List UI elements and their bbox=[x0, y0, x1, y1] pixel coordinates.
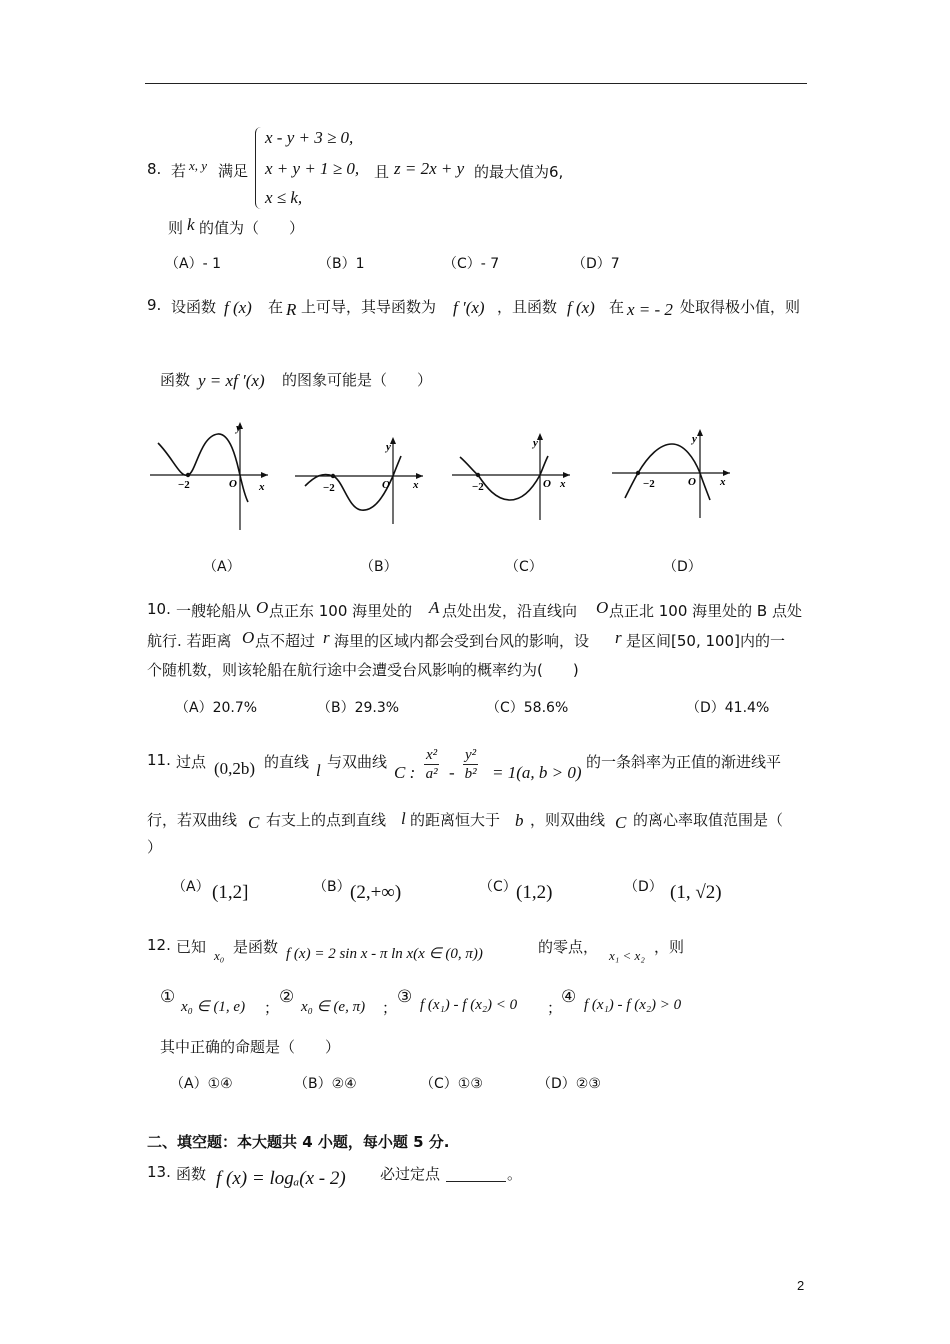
q11-eq: = 1(a, b > 0) bbox=[492, 763, 582, 782]
q11-t7: 的距离恒大于 bbox=[410, 811, 501, 829]
q12-t2: 是函数 bbox=[233, 938, 279, 956]
header-rule bbox=[145, 83, 807, 84]
graph-d-tick: −2 bbox=[643, 478, 655, 490]
q11-option-a-value: (1,2] bbox=[212, 882, 249, 903]
q12-stmt-2-mark: ② bbox=[279, 987, 295, 1007]
q11-option-b-value: (2,+∞) bbox=[350, 882, 402, 903]
q9-t6: 处取得极小值，则 bbox=[680, 298, 801, 316]
q12-x0: x₀ bbox=[214, 948, 225, 963]
q11-l-2: l bbox=[401, 809, 406, 828]
q9-number: 9. bbox=[147, 296, 162, 314]
q12-stmt-2: x₀ ∈ (e, π) bbox=[301, 999, 366, 1015]
graph-a-tick: −2 bbox=[178, 479, 190, 491]
q11-t6: 右支上的点到直线 bbox=[266, 811, 387, 829]
q9-t8: 的图象可能是（ ） bbox=[282, 371, 433, 389]
graph-d-x-label: x bbox=[720, 476, 726, 488]
q12-option-d: （D）②③ bbox=[537, 1076, 601, 1092]
q12-stmt-3-mark: ③ bbox=[397, 987, 413, 1007]
graph-c-y-label: y bbox=[533, 437, 538, 449]
q11-t8: ，则双曲线 bbox=[530, 811, 606, 829]
q10-line2d: 是区间[50, 100]内的一 bbox=[626, 632, 785, 650]
q8-option-b: （B）1 bbox=[318, 256, 365, 272]
graph-d-origin: O bbox=[688, 476, 696, 488]
q10-line1d: 点正北 100 海里处的 B 点处 bbox=[609, 602, 802, 620]
q12-stmt-4: f (x₁) - f (x₂) > 0 bbox=[584, 997, 682, 1013]
graph-a-x-label: x bbox=[259, 481, 265, 493]
q10-line2b: 点不超过 bbox=[255, 632, 316, 650]
graph-c-label: （C） bbox=[505, 559, 543, 575]
q12-stmt-3: f (x₁) - f (x₂) < 0 bbox=[420, 997, 518, 1013]
q10-O-3: O bbox=[242, 628, 255, 647]
q11-point: (0,2b) bbox=[214, 759, 256, 778]
graph-c-origin: O bbox=[543, 478, 551, 490]
q8-max-text: 的最大值为6, bbox=[474, 163, 564, 181]
q8-manzu: 满足 bbox=[218, 162, 249, 180]
q13-number: 13. bbox=[147, 1163, 171, 1181]
q11-minus: - bbox=[449, 763, 455, 782]
graph-a-y-label: y bbox=[236, 422, 241, 434]
q12-sep-1: ； bbox=[264, 999, 280, 1017]
q12-t1: 已知 bbox=[176, 938, 207, 956]
q9-fprime: f ′(x) bbox=[453, 298, 485, 317]
q11-fraction-x bbox=[422, 746, 441, 783]
q9-graph-b bbox=[293, 436, 428, 528]
q10-line1a: 一艘轮船从 bbox=[176, 602, 252, 620]
q10-O-2: O bbox=[596, 598, 609, 617]
q9-t4: ，且函数 bbox=[497, 298, 558, 316]
q8-constraint-3: x ≤ k, bbox=[265, 188, 303, 207]
q11-b: b bbox=[515, 811, 524, 830]
q11-t5: 行，若双曲线 bbox=[147, 811, 238, 829]
q10-option-c: （C）58.6% bbox=[486, 700, 569, 716]
section-2-heading: 二、填空题：本大题共 4 小题，每小题 5 分. bbox=[147, 1133, 450, 1151]
page-number: 2 bbox=[797, 1278, 805, 1293]
q8-line2: 则 bbox=[168, 219, 184, 237]
q11-option-d-label: （D） bbox=[624, 879, 663, 895]
q11-C-3: C bbox=[615, 813, 627, 832]
q8-number: 8. bbox=[147, 160, 162, 178]
q12-inequality: x₁ < x₂ bbox=[609, 948, 645, 963]
q12-option-a: （A）①④ bbox=[170, 1076, 233, 1092]
q13-t2: 必过定点 bbox=[380, 1165, 441, 1183]
q11-t1: 过点 bbox=[176, 753, 207, 771]
q11-t3: 与双曲线 bbox=[327, 753, 388, 771]
q8-brace bbox=[255, 127, 262, 209]
q10-number: 10. bbox=[147, 600, 171, 618]
q10-line2c: 海里的区域内都会受到台风的影响，设 bbox=[334, 632, 590, 650]
q11-option-c-label: （C） bbox=[479, 879, 517, 895]
q12-stmt-1: x₀ ∈ (1, e) bbox=[181, 999, 246, 1015]
q12-option-c: （C）①③ bbox=[420, 1076, 483, 1092]
q9-t1: 设函数 bbox=[171, 298, 217, 316]
graph-b-x-label: x bbox=[413, 479, 419, 491]
q8-vars: x, y bbox=[189, 158, 208, 173]
q10-line1c: 点处出发，沿直线向 bbox=[442, 602, 578, 620]
q12-function: f (x) = 2 sin x - π ln x(x ∈ (0, π)) bbox=[286, 946, 483, 962]
q11-option-c-value: (1,2) bbox=[516, 882, 553, 903]
q10-option-b: （B）29.3% bbox=[317, 700, 400, 716]
q8-constraint-1: x - y + 3 ≥ 0, bbox=[265, 128, 354, 147]
graph-c-x-label: x bbox=[560, 478, 566, 490]
q9-f1: f (x) bbox=[224, 298, 252, 317]
q11-option-a-label: （A） bbox=[172, 879, 210, 895]
q8-qie: 且 bbox=[374, 163, 390, 181]
graph-c-tick: −2 bbox=[472, 481, 484, 493]
q12-option-b: （B）②④ bbox=[294, 1076, 357, 1092]
q8-ruo: 若 bbox=[171, 162, 187, 180]
q8-option-a: （A）- 1 bbox=[165, 256, 221, 272]
q13-t3: 。 bbox=[507, 1165, 523, 1183]
q9-t3: 上可导，其导函数为 bbox=[301, 298, 437, 316]
q12-sep-2: ； bbox=[382, 999, 398, 1017]
q12-t5: 其中正确的命题是（ ） bbox=[160, 1038, 341, 1056]
q11-t9: 的离心率取值范围是（ bbox=[633, 811, 784, 829]
q9-R: R bbox=[286, 300, 297, 319]
q8-constraint-2: x + y + 1 ≥ 0, bbox=[265, 159, 360, 178]
q8-line2b: 的值为（ ） bbox=[199, 219, 305, 237]
q9-t2: 在 bbox=[268, 298, 284, 316]
q12-t3: 的零点， bbox=[538, 938, 599, 956]
q9-graph-a bbox=[148, 418, 273, 533]
q10-A: A bbox=[429, 598, 440, 617]
q11-t2: 的直线 bbox=[264, 753, 310, 771]
q11-C-1: C : bbox=[394, 763, 416, 782]
q10-line1b: 点正东 100 海里处的 bbox=[269, 602, 413, 620]
q10-option-d: （D）41.4% bbox=[686, 700, 770, 716]
graph-a-origin: O bbox=[229, 478, 237, 490]
q9-t5: 在 bbox=[609, 298, 625, 316]
q10-O-1: O bbox=[256, 598, 269, 617]
q10-r-1: r bbox=[323, 628, 330, 647]
q13-expression: f (x) = logₐ(x - 2) bbox=[216, 1168, 346, 1189]
graph-b-origin: O bbox=[382, 479, 390, 491]
q8-objective: z = 2x + y bbox=[394, 159, 465, 178]
q10-option-a: （A）20.7% bbox=[175, 700, 258, 716]
graph-d-label: （D） bbox=[663, 559, 702, 575]
q12-sep-3: ； bbox=[547, 999, 563, 1017]
q8-k: k bbox=[187, 215, 195, 234]
q8-option-d: （D）7 bbox=[572, 256, 620, 272]
graph-b-tick: −2 bbox=[323, 482, 335, 494]
q8-option-c: （C）- 7 bbox=[443, 256, 500, 272]
q11-t10: ） bbox=[147, 838, 163, 856]
q10-line2a: 航行. 若距离 bbox=[147, 632, 232, 650]
q9-xeq: x = - 2 bbox=[627, 300, 673, 319]
q9-graph-c bbox=[450, 432, 575, 524]
q11-option-b-label: （B） bbox=[313, 879, 351, 895]
q11-fraction-y bbox=[461, 746, 480, 783]
q11-y2: y² bbox=[465, 747, 477, 763]
q12-number: 12. bbox=[147, 936, 171, 954]
q12-t4: ，则 bbox=[654, 938, 685, 956]
graph-b-label: （B） bbox=[360, 559, 398, 575]
q11-b2: b² bbox=[464, 766, 477, 782]
q11-t4: 的一条斜率为正值的渐进线平 bbox=[586, 753, 782, 771]
q12-stmt-4-mark: ④ bbox=[561, 987, 577, 1007]
q10-r-2: r bbox=[615, 628, 622, 647]
q11-option-d-value: (1, √2) bbox=[670, 882, 722, 903]
q11-a2: a² bbox=[425, 766, 438, 782]
q13-t1: 函数 bbox=[176, 1165, 207, 1183]
q9-graph-d bbox=[610, 428, 735, 520]
q11-number: 11. bbox=[147, 751, 171, 769]
q13-blank bbox=[446, 1167, 506, 1182]
q11-C-2: C bbox=[248, 813, 260, 832]
q11-x2: x² bbox=[426, 747, 438, 763]
q11-l-1: l bbox=[316, 761, 321, 780]
graph-b-y-label: y bbox=[386, 441, 391, 453]
q9-t7: 函数 bbox=[160, 371, 191, 389]
q12-stmt-1-mark: ① bbox=[160, 987, 176, 1007]
graph-d-y-label: y bbox=[692, 433, 697, 445]
q9-f2: f (x) bbox=[567, 298, 595, 317]
q9-yexpr: y = xf ′(x) bbox=[198, 371, 265, 390]
graph-a-label: （A） bbox=[203, 559, 241, 575]
q10-line3: 个随机数，则该轮船在航行途中会遭受台风影响的概率约为( ) bbox=[147, 661, 579, 679]
